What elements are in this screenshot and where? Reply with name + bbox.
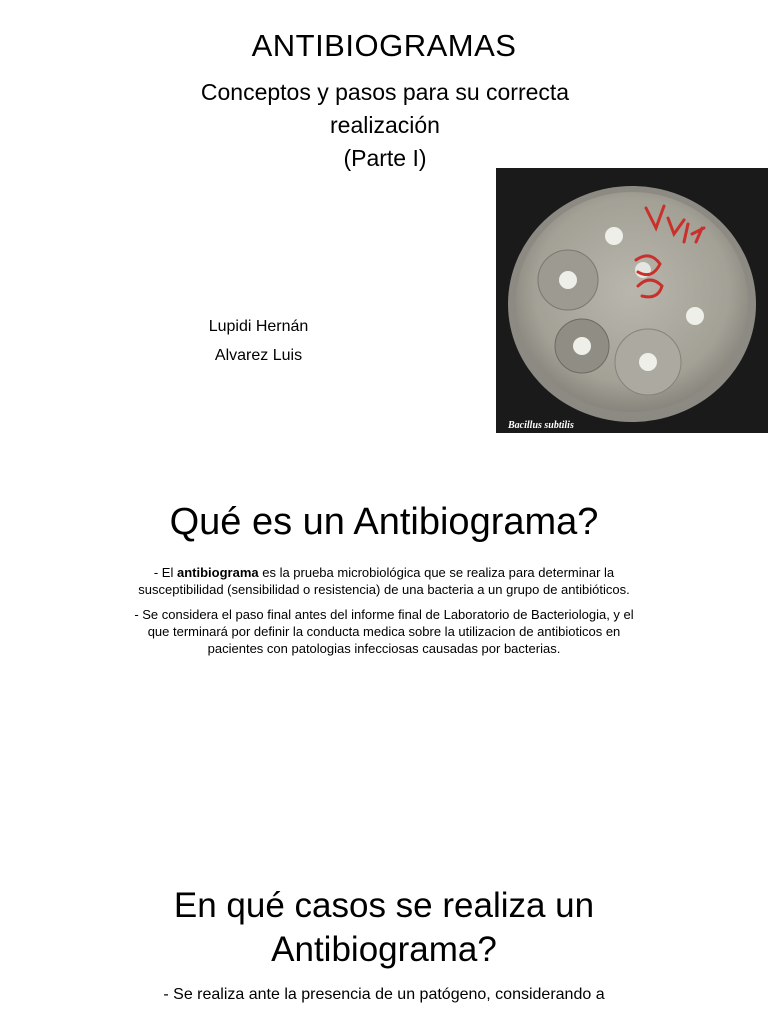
author-name: Lupidi Hernán [208, 318, 309, 335]
slide-heading [124, 884, 644, 972]
heading-line: En qué casos se realiza un [173, 886, 595, 925]
paragraph-prefix: - El [153, 565, 177, 580]
antibiotic-disc [573, 337, 591, 355]
paragraph-text: es la prueba microbiológica que se realiza para determinar la susceptibilidad (sensibilidad o resistencia) de una bacteria a un grupo de antibióticos. [138, 565, 630, 597]
antibiotic-disc [605, 227, 623, 245]
antibiotic-disc [686, 307, 704, 325]
author-name: Alvarez Luis [214, 347, 303, 364]
cases-slide [0, 884, 768, 1004]
definition-paragraph [134, 564, 634, 598]
heading-line: Antibiograma? [271, 930, 497, 969]
bold-term: antibiograma [176, 565, 259, 580]
context-paragraph: - Se considera el paso final antes del informe final de Laboratorio de Bacteriologia, y el que terminará por definir la conducta medica sobre la utilizacion de antibioticos en pacientes con patologias infecciosas causadas por bacterias. [134, 607, 634, 656]
slide-heading: Qué es un Antibiograma? [169, 501, 599, 543]
antibiotic-disc [559, 271, 577, 289]
slide-subtitle [150, 76, 620, 175]
title-slide [0, 0, 768, 440]
image-caption: Bacillus subtilis [508, 420, 574, 431]
petri-dish-image [496, 168, 768, 433]
subtitle-line: Conceptos y pasos para su correcta [200, 79, 570, 105]
author-list [196, 312, 321, 370]
definition-slide [0, 490, 768, 657]
petri-dish-photo [496, 168, 768, 433]
slide-title: ANTIBIOGRAMAS [251, 28, 517, 63]
antibiotic-disc [639, 353, 657, 371]
subtitle-part: (Parte I) [343, 145, 427, 171]
subtitle-line: realización [330, 112, 440, 138]
cases-paragraph: - Se realiza ante la presencia de un patógeno, considerando a [163, 986, 605, 1003]
